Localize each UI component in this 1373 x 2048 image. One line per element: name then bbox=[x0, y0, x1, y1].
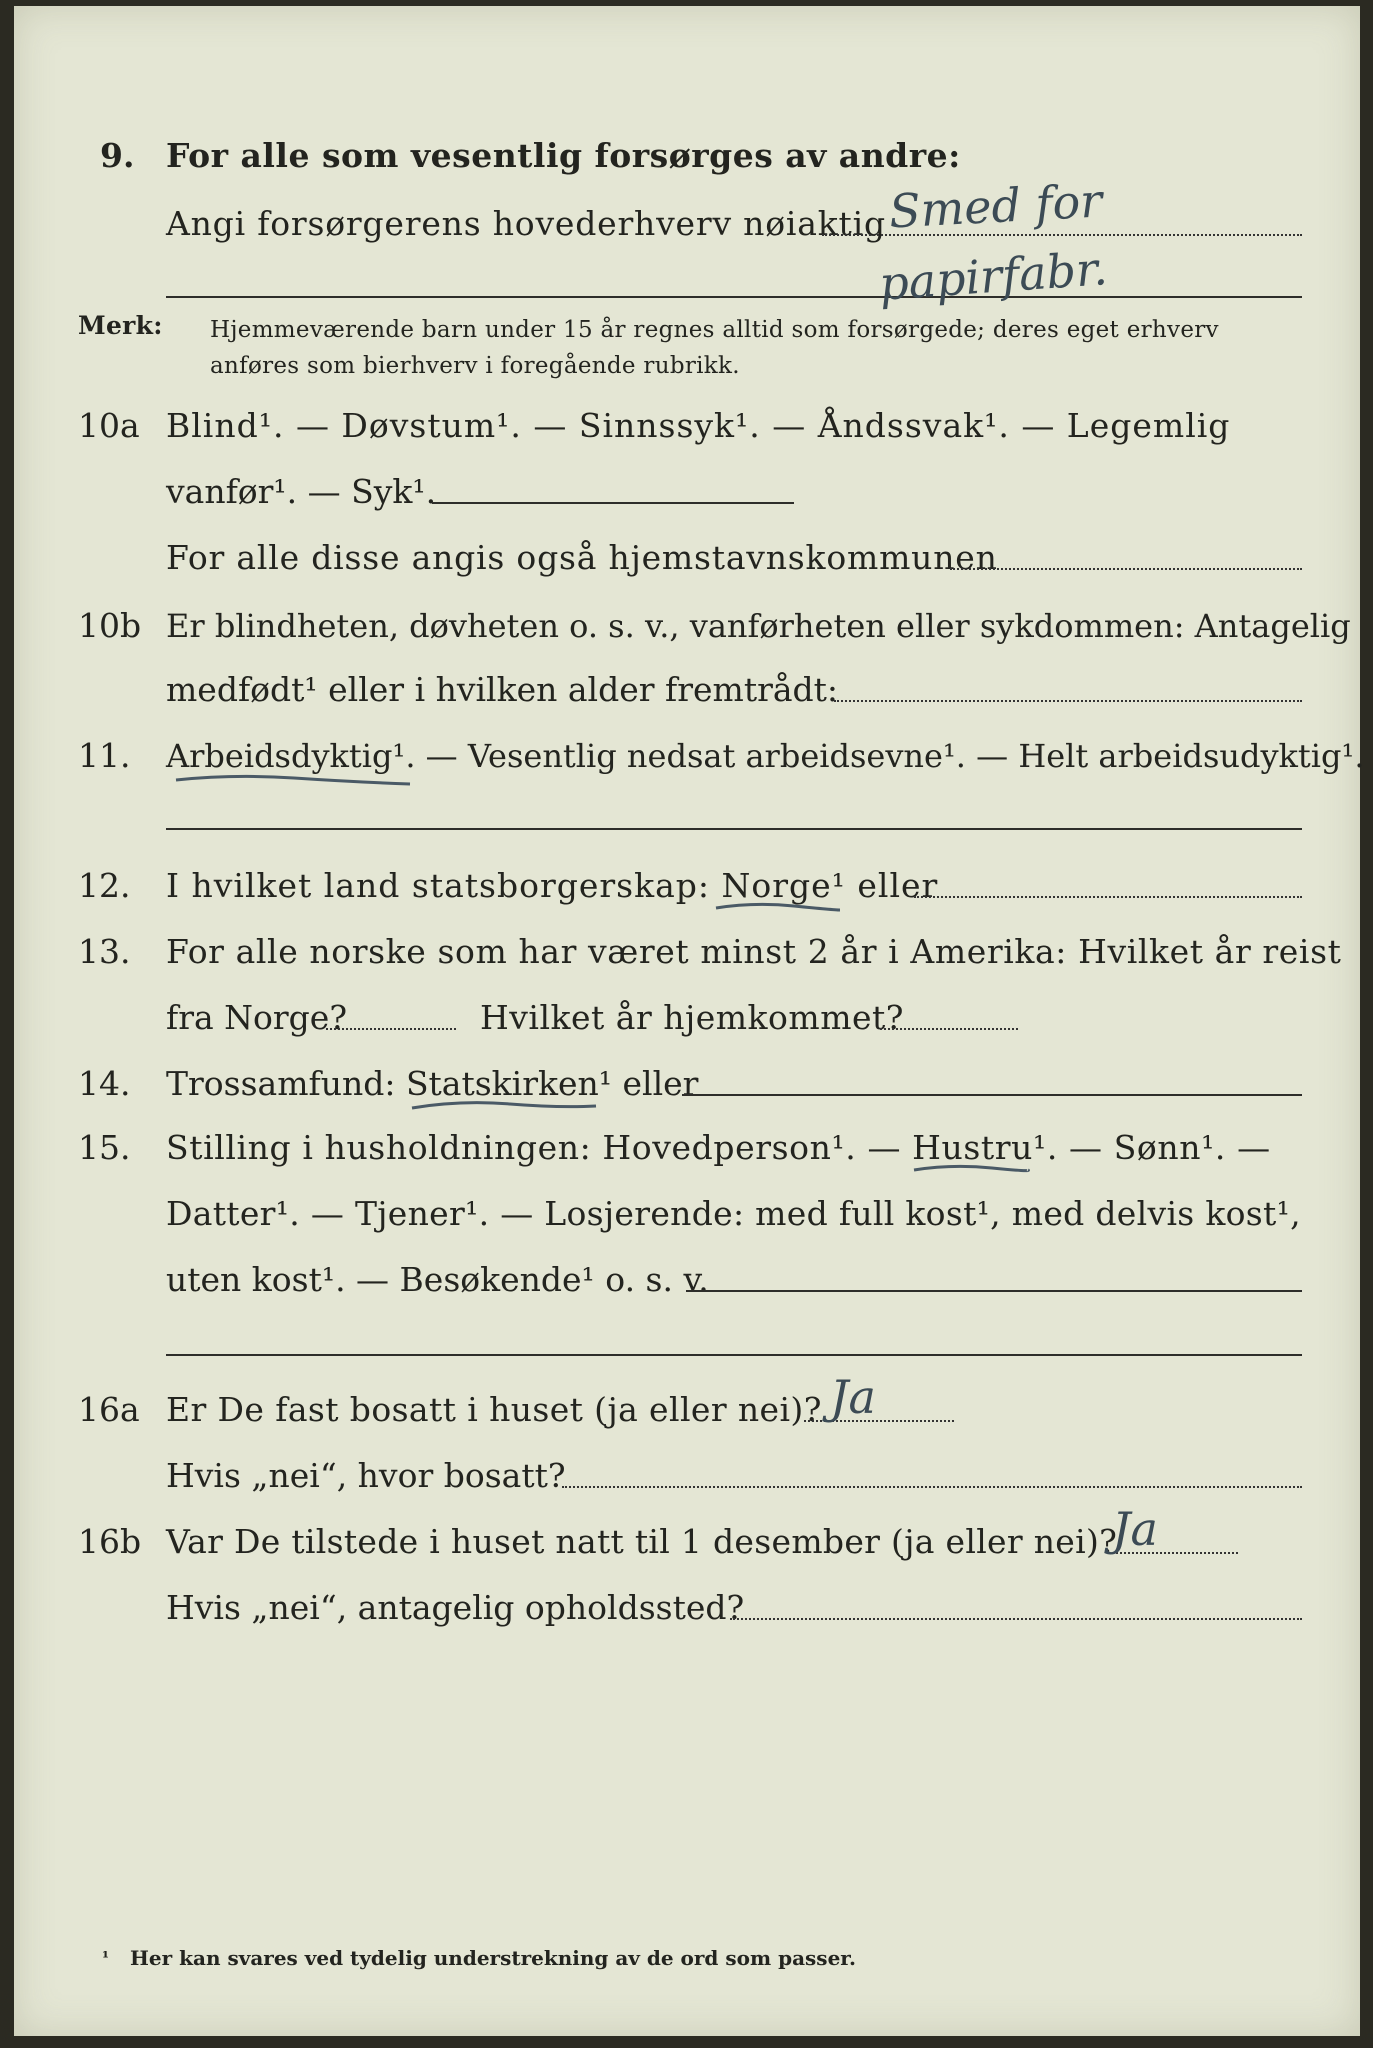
q12-underline-mark bbox=[714, 898, 844, 918]
q12-answer-line[interactable] bbox=[914, 896, 1302, 898]
q9-handwritten-answer-2: papirfabr. bbox=[877, 241, 1110, 311]
q15-line-1: Stilling i husholdningen: Hovedperson¹. — Hustru¹. — Sønn¹. — bbox=[166, 1128, 1271, 1167]
q9-number: 9. bbox=[100, 136, 135, 175]
q9-handwritten-answer-1: Smed for bbox=[887, 173, 1104, 239]
q15-underline-mark bbox=[912, 1160, 1032, 1180]
q13-hjemkommet-line[interactable] bbox=[880, 1028, 1018, 1030]
q10b-answer-line[interactable] bbox=[834, 700, 1302, 702]
merk-line-1: Hjemmeværende barn under 15 år regnes alltid som forsørgede; deres eget erhverv bbox=[210, 317, 1219, 343]
q14-answer-line[interactable] bbox=[682, 1094, 1302, 1096]
q9-question: Angi forsørgerens hovederhverv nøiaktig bbox=[166, 204, 886, 243]
q16a-bosatt-line[interactable] bbox=[562, 1486, 1302, 1488]
q16b-line-2: Hvis „nei“, antagelig opholdssted? bbox=[166, 1588, 745, 1627]
q15-number: 15. bbox=[78, 1128, 131, 1167]
q11-number: 11. bbox=[78, 736, 131, 775]
q12-number: 12. bbox=[78, 866, 131, 905]
q13-line-2a: fra Norge? bbox=[166, 998, 348, 1037]
q13-line-2b: Hvilket år hjemkommet? bbox=[480, 998, 904, 1037]
q15-answer-line[interactable] bbox=[686, 1290, 1302, 1292]
q16b-line-1: Var De tilstede i huset natt til 1 desember (ja eller nei)? bbox=[166, 1522, 1118, 1561]
q10b-line-1: Er blindheten, døvheten o. s. v., vanførheten eller sykdommen: Antagelig bbox=[166, 607, 1351, 645]
q15-line-2: Datter¹. — Tjener¹. — Losjerende: med full kost¹, med delvis kost¹, bbox=[166, 1194, 1301, 1233]
q15-answer-line-2[interactable] bbox=[166, 1354, 1302, 1356]
q16b-number: 16b bbox=[78, 1522, 142, 1561]
q10a-line-2: vanfør¹. — Syk¹. bbox=[166, 472, 437, 511]
footnote-mark: ¹ bbox=[102, 1948, 110, 1967]
q16b-opholdssted-line[interactable] bbox=[730, 1618, 1302, 1620]
q13-reist-line[interactable] bbox=[326, 1028, 456, 1030]
q14-number: 14. bbox=[78, 1064, 131, 1103]
footnote-text: Her kan svares ved tydelig understrekning av de ord som passer. bbox=[130, 1946, 856, 1970]
q15-line-3: uten kost¹. — Besøkende¹ o. s. v. bbox=[166, 1260, 709, 1299]
q11-answer-line[interactable] bbox=[166, 828, 1302, 830]
q9-answer-line-2[interactable] bbox=[166, 296, 1302, 298]
q10a-kommune-line[interactable] bbox=[950, 568, 1302, 570]
q10a-line-1: Blind¹. — Døvstum¹. — Sinnssyk¹. — Åndssvak¹. — Legemlig bbox=[166, 406, 1231, 445]
merk-label: Merk: bbox=[78, 311, 163, 340]
q10a-line-3: For alle disse angis også hjemstavnskommunen bbox=[166, 538, 998, 577]
q10b-line-2: medfødt¹ eller i hvilken alder fremtrådt: bbox=[166, 670, 839, 709]
q16a-answer-line[interactable] bbox=[804, 1420, 954, 1422]
q16a-line-2: Hvis „nei“, hvor bosatt? bbox=[166, 1456, 566, 1495]
q11-line-1: Arbeidsdyktig¹. — Vesentlig nedsat arbeidsevne¹. — Helt arbeidsudyktig¹. bbox=[166, 737, 1365, 775]
q16a-line-1: Er De fast bosatt i huset (ja eller nei)? bbox=[166, 1390, 822, 1429]
q14-line-1: Trossamfund: Statskirken¹ eller bbox=[166, 1064, 699, 1103]
q11-underline-mark bbox=[174, 768, 414, 792]
q10a-number: 10a bbox=[78, 406, 140, 445]
q16a-handwritten-answer: Ja bbox=[830, 1370, 876, 1424]
q16a-number: 16a bbox=[78, 1390, 140, 1429]
q13-line-1: For alle norske som har været minst 2 år i Amerika: Hvilket år reist bbox=[166, 932, 1342, 971]
form-page bbox=[14, 6, 1365, 2036]
q16b-handwritten-answer: Ja bbox=[1112, 1502, 1158, 1556]
q13-number: 13. bbox=[78, 932, 131, 971]
q10b-number: 10b bbox=[78, 606, 142, 645]
q10a-syk-line[interactable] bbox=[432, 502, 794, 504]
q9-heading: For alle som vesentlig forsørges av andre: bbox=[166, 136, 961, 175]
merk-line-2: anføres som bierhverv i foregående rubrikk. bbox=[210, 353, 740, 379]
q14-underline-mark bbox=[410, 1096, 600, 1116]
q12-line-1: I hvilket land statsborgerskap: Norge¹ eller bbox=[166, 866, 939, 905]
